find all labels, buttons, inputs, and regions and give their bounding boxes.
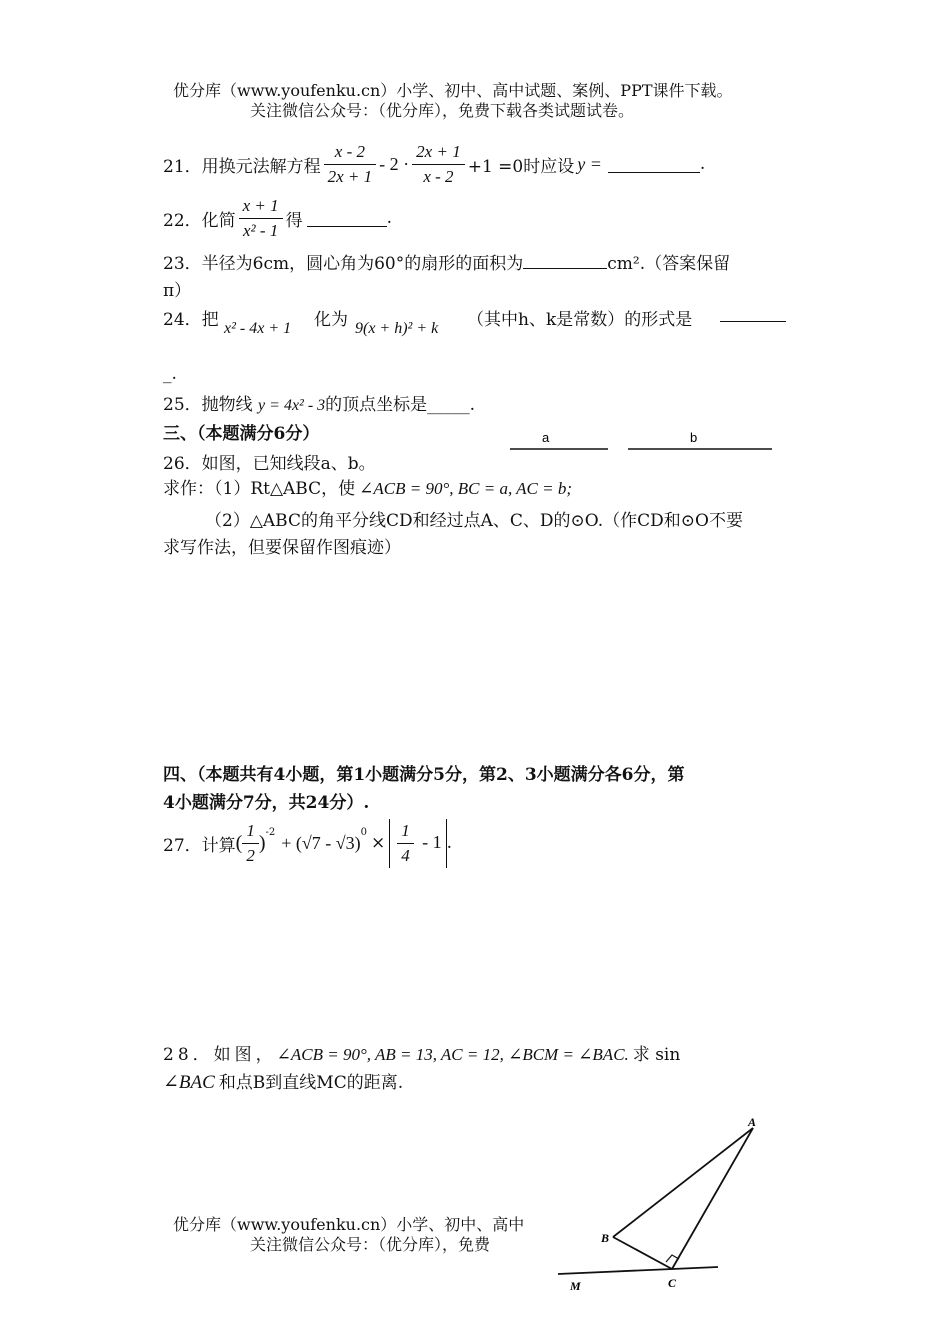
q22-tail: 得 xyxy=(285,210,303,231)
footer-line-1: 优分库（www.youfenku.cn）小学、初中、高中 xyxy=(173,1215,525,1234)
q27-absolute-value xyxy=(389,819,446,868)
q21-frac1-denominator: 2x + 1 xyxy=(327,166,373,186)
q24-mid: 化为 xyxy=(314,310,348,330)
q27-fraction xyxy=(242,819,259,868)
segment-b-label: b xyxy=(690,430,698,445)
vertex-c-label: C xyxy=(668,1276,677,1290)
q21-label: 21．用换元法解方程 xyxy=(163,156,321,177)
q27-radicals: + (√7 - √3) xyxy=(281,832,361,853)
q21-frac2-denominator: x - 2 xyxy=(423,166,454,186)
q23-answer-blank[interactable] xyxy=(523,252,607,269)
q28-given: ∠ACB = 90°, AB = 13, AC = 12, ∠BCM = ∠BAC. xyxy=(276,1045,629,1064)
q21-frac1-numerator: x - 2 xyxy=(324,140,377,165)
header-line-2: 关注微信公众号：（优分库），免费下载各类试题试卷。 xyxy=(250,101,635,120)
q22-end: . xyxy=(386,208,393,228)
q23-unit: cm².（答案保留 xyxy=(607,254,731,274)
q24-answer-blank[interactable] xyxy=(720,305,786,322)
q26-line-1: 26．如图，已知线段a、b。 xyxy=(163,454,376,474)
q25-tail: 的顶点坐标是_____. xyxy=(325,395,476,415)
q23-line-2: π） xyxy=(163,281,192,301)
q21-end: . xyxy=(699,154,706,174)
q21-fraction-1 xyxy=(324,140,377,189)
question-27: 27．计算 ( $\frac{1}{2}$ ) $^{-2}$ + (√7 - √3) $^0$ × $\frac{1}{4}$ - 1 . xyxy=(163,815,452,871)
q28-text: 和点B到直线MC的距离. xyxy=(218,1073,404,1093)
q21-minus-two: - 2 · xyxy=(379,153,410,174)
q21-fraction-2 xyxy=(412,140,465,189)
q22-label: 22．化简 xyxy=(163,210,236,231)
q28-label: 28．如图， xyxy=(163,1045,277,1065)
q28-tail: 求 sin xyxy=(632,1045,681,1065)
side-ac xyxy=(672,1128,753,1269)
segment-a-label: a xyxy=(542,430,550,445)
q24-tail: （其中h、k是常数）的形式是 xyxy=(467,310,693,330)
vertex-a-label: A xyxy=(748,1115,757,1129)
q27-power-zero: 0 xyxy=(360,827,368,838)
q21-y-variable: y = xyxy=(577,153,602,174)
question-21 xyxy=(163,136,705,192)
q26-line-2 xyxy=(163,474,572,499)
q27-label: 27．计算 xyxy=(163,835,236,856)
q27-end: . xyxy=(446,833,453,853)
q26-line-4: 求写作法，但要保留作图痕迹） xyxy=(163,538,401,558)
question-25 xyxy=(163,390,475,415)
q24-expression-1: x² - 4x + 1 xyxy=(224,320,292,337)
question-22 xyxy=(163,190,392,246)
question-28 xyxy=(163,1040,680,1065)
q24-label: 24．把 xyxy=(163,310,219,330)
q22-fraction xyxy=(239,194,283,243)
q25-label: 25．抛物线 xyxy=(163,395,253,415)
q26-conditions: ∠ACB = 90°, BC = a, AC = b; xyxy=(359,479,572,498)
side-bc xyxy=(613,1237,672,1269)
q22-numerator: x + 1 xyxy=(239,194,283,219)
q26-requirement-label: 求作：（1）Rt△ABC，使 xyxy=(163,479,356,499)
q27-numerator: 1 xyxy=(242,819,259,844)
section-4-line-1: 四、（本题共有4小题，第1小题满分5分，第2、3小题满分各6分，第 xyxy=(163,765,685,785)
q22-denominator: x² - 1 xyxy=(243,220,279,240)
q26-line-3: （2）△ABC的角平分线CD和经过点A、C、D的⊙O.（作CD和⊙O不要 xyxy=(205,511,743,531)
line-mc xyxy=(558,1267,718,1274)
triangle-figure xyxy=(548,1110,757,1295)
q27-abs-fraction xyxy=(397,819,414,868)
q21-frac2-numerator: 2x + 1 xyxy=(412,140,465,165)
q28-line-2 xyxy=(163,1068,403,1094)
q27-abs-denominator: 4 xyxy=(401,845,410,865)
segments-a-b xyxy=(480,428,780,458)
q27-denominator: 2 xyxy=(246,845,255,865)
q23-text: 23．半径为6cm，圆心角为60°的扇形的面积为 xyxy=(163,254,524,274)
q24-line-2: _. xyxy=(163,364,177,384)
question-23 xyxy=(163,249,730,274)
side-ab xyxy=(613,1128,753,1237)
q27-abs-numerator: 1 xyxy=(397,819,414,844)
q28-angle: ∠BAC xyxy=(163,1072,215,1093)
vertex-b-label: B xyxy=(601,1231,610,1245)
section-4-line-2: 4小题满分7分，共24分）. xyxy=(163,793,370,813)
footer-line-2: 关注微信公众号：（优分库），免费 xyxy=(250,1235,491,1254)
q27-power: -2 xyxy=(265,827,276,838)
point-m-label: M xyxy=(570,1279,581,1293)
q25-expression: y = 4x² - 3 xyxy=(258,397,326,414)
q21-answer-blank[interactable] xyxy=(608,156,700,173)
q22-answer-blank[interactable] xyxy=(307,210,387,227)
q24-expression-2: 9(x + h)² + k xyxy=(355,320,439,337)
section-3-title: 三、（本题满分6分） xyxy=(163,424,320,444)
q21-tail: +1 =0时应设 xyxy=(467,156,575,177)
q27-abs-tail: - 1 xyxy=(422,831,442,852)
q27-times: × xyxy=(371,833,386,853)
header-line-1: 优分库（www.youfenku.cn）小学、初中、高中试题、案例、PPT课件下载。 xyxy=(173,81,733,100)
